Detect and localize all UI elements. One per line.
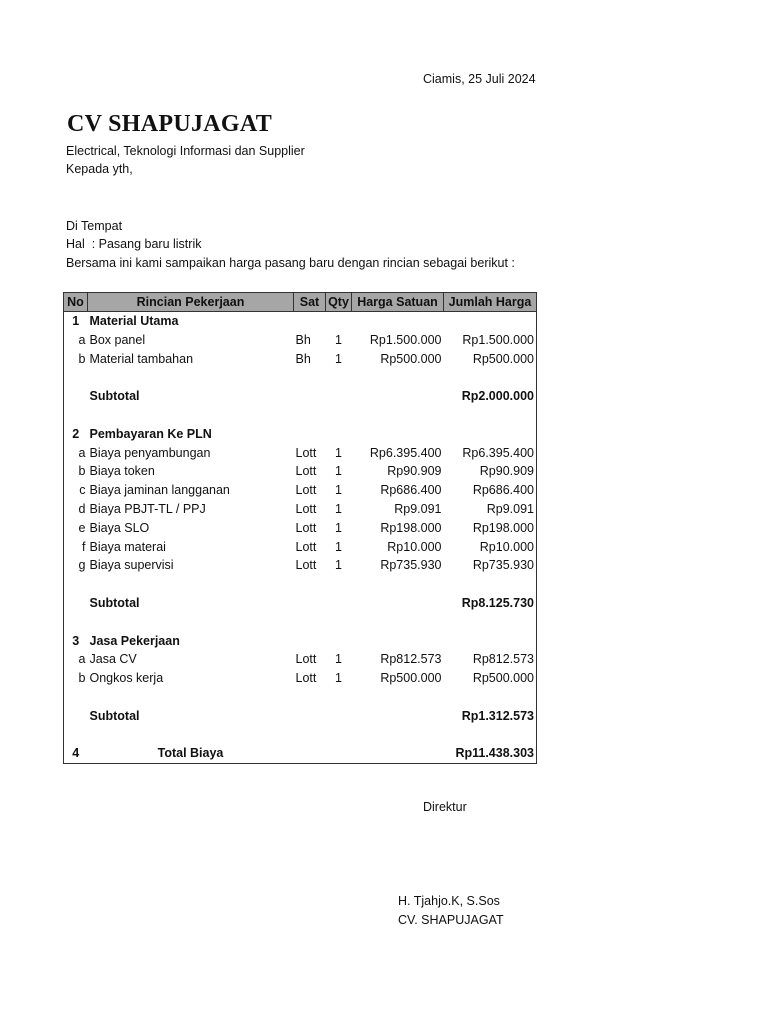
item-unit: Lott (295, 445, 317, 460)
item-unit-price: Rp500.000 (380, 671, 442, 686)
item-total-price: Rp686.400 (472, 483, 534, 498)
item-total-price: Rp500.000 (472, 351, 534, 366)
empty-cell (294, 312, 326, 331)
column-header-total-price: Jumlah Harga (444, 293, 537, 312)
empty-cell (326, 707, 352, 726)
item-total-price: Rp1.500.000 (462, 332, 534, 347)
grand-total-number: 4 (72, 746, 80, 761)
recipient-line: Kepada yth, (66, 162, 133, 176)
subject-line: Hal : Pasang baru listrik (66, 237, 202, 251)
item-letter: a (78, 445, 86, 460)
item-unit: Lott (295, 520, 317, 535)
item-description: Box panel (89, 332, 146, 347)
item-unit-price: Rp6.395.400 (369, 445, 442, 460)
empty-cell (352, 387, 444, 406)
empty-cell (294, 387, 326, 406)
item-total-price: Rp9.091 (486, 501, 534, 516)
spacer-cell (64, 613, 537, 632)
subtotal-row (64, 707, 537, 726)
subtotal-label: Subtotal (89, 389, 140, 404)
empty-cell (444, 425, 537, 444)
quotation-table-body (64, 312, 537, 764)
empty-cell (352, 312, 444, 331)
item-description: Biaya PBJT-TL / PPJ (89, 501, 206, 516)
grand-total-label: Total Biaya (157, 746, 224, 761)
table-row (64, 556, 537, 575)
item-unit: Bh (295, 351, 311, 366)
item-letter: b (78, 671, 86, 686)
item-total-price: Rp500.000 (472, 671, 534, 686)
spacer-row (64, 688, 537, 707)
item-unit-price: Rp10.000 (387, 539, 442, 554)
item-total-price: Rp90.909 (479, 464, 534, 479)
item-letter: a (78, 652, 86, 667)
company-name: CV SHAPUJAGAT (67, 111, 273, 137)
spacer-cell (64, 688, 537, 707)
empty-cell (352, 632, 444, 651)
item-unit-price: Rp500.000 (380, 351, 442, 366)
item-letter: d (78, 501, 86, 516)
table-row (64, 462, 537, 481)
empty-cell (64, 707, 88, 726)
empty-cell (352, 744, 444, 763)
empty-cell (326, 744, 352, 763)
table-row (64, 500, 537, 519)
table-row (64, 538, 537, 557)
table-row (64, 650, 537, 669)
item-total-price: Rp735.930 (472, 558, 534, 573)
signature-title: Direktur (423, 800, 467, 814)
item-letter: e (78, 520, 86, 535)
item-unit: Lott (295, 671, 317, 686)
item-unit: Lott (295, 558, 317, 573)
empty-cell (294, 744, 326, 763)
location-line: Di Tempat (66, 219, 123, 233)
signer-name: H. Tjahjo.K, S.Sos (398, 894, 500, 908)
item-qty: 1 (335, 539, 342, 554)
item-description: Biaya supervisi (89, 558, 174, 573)
company-tagline: Electrical, Teknologi Informasi dan Supplier (66, 144, 305, 158)
spacer-cell (64, 406, 537, 425)
item-unit-price: Rp198.000 (380, 520, 442, 535)
section-title: Pembayaran Ke PLN (89, 426, 212, 441)
item-qty: 1 (335, 671, 342, 686)
table-row (64, 669, 537, 688)
section-title: Material Utama (89, 314, 179, 328)
empty-cell (352, 707, 444, 726)
item-unit-price: Rp1.500.000 (369, 332, 442, 347)
column-header-unit: Sat (294, 293, 326, 312)
grand-total-value: Rp11.438.303 (455, 746, 534, 761)
item-letter: f (82, 539, 86, 554)
item-description: Jasa CV (89, 652, 137, 667)
empty-cell (326, 425, 352, 444)
section-header-row (64, 425, 537, 444)
item-description: Material tambahan (89, 351, 194, 366)
empty-cell (294, 707, 326, 726)
item-qty: 1 (335, 652, 342, 667)
section-header-row (64, 312, 537, 331)
item-unit: Lott (295, 501, 317, 516)
item-description: Biaya materai (89, 539, 166, 554)
column-header-qty: Qty (326, 293, 352, 312)
item-qty: 1 (335, 445, 342, 460)
item-unit-price: Rp9.091 (394, 501, 442, 516)
table-row (64, 350, 537, 369)
item-letter: b (78, 464, 86, 479)
subtotal-label: Subtotal (89, 595, 140, 610)
subtotal-row (64, 387, 537, 406)
subtotal-label: Subtotal (89, 708, 140, 723)
section-header-row (64, 632, 537, 651)
spacer-row (64, 575, 537, 594)
grand-total-row (64, 744, 537, 763)
item-letter: b (78, 351, 86, 366)
section-number: 1 (72, 314, 80, 328)
item-total-price: Rp10.000 (479, 539, 534, 554)
table-row (64, 331, 537, 350)
empty-cell (326, 387, 352, 406)
intro-text: Bersama ini kami sampaikan harga pasang baru dengan rincian sebagai berikut : (66, 256, 515, 270)
spacer-cell (64, 575, 537, 594)
signer-company: CV. SHAPUJAGAT (398, 913, 504, 927)
item-letter: a (78, 332, 86, 347)
table-row (64, 481, 537, 500)
item-unit: Lott (295, 652, 317, 667)
section-number: 2 (72, 426, 80, 441)
table-header-row (64, 293, 537, 312)
item-total-price: Rp6.395.400 (462, 445, 534, 460)
empty-cell (294, 425, 326, 444)
spacer-row (64, 613, 537, 632)
quotation-table (63, 292, 537, 764)
empty-cell (294, 594, 326, 613)
item-qty: 1 (335, 483, 342, 498)
subtotal-value: Rp1.312.573 (461, 708, 534, 723)
empty-cell (64, 594, 88, 613)
empty-cell (294, 632, 326, 651)
item-qty: 1 (335, 501, 342, 516)
empty-cell (64, 387, 88, 406)
item-description: Biaya SLO (89, 520, 150, 535)
item-unit-price: Rp812.573 (380, 652, 442, 667)
item-description: Biaya token (89, 464, 155, 479)
item-qty: 1 (335, 351, 342, 366)
item-unit: Lott (295, 483, 317, 498)
item-unit-price: Rp90.909 (387, 464, 442, 479)
item-description: Biaya penyambungan (89, 445, 211, 460)
empty-cell (444, 632, 537, 651)
section-number: 3 (72, 633, 80, 648)
empty-cell (352, 594, 444, 613)
empty-cell (326, 632, 352, 651)
item-total-price: Rp812.573 (472, 652, 534, 667)
spacer-row (64, 406, 537, 425)
item-letter: c (79, 483, 86, 498)
item-description: Biaya jaminan langganan (89, 483, 230, 498)
item-qty: 1 (335, 558, 342, 573)
spacer-cell (64, 726, 537, 745)
subtotal-value: Rp2.000.000 (461, 389, 534, 404)
place-date: Ciamis, 25 Juli 2024 (423, 72, 536, 86)
column-header-unit-price: Harga Satuan (352, 293, 444, 312)
empty-cell (444, 312, 537, 331)
item-total-price: Rp198.000 (472, 520, 534, 535)
item-unit-price: Rp735.930 (380, 558, 442, 573)
table-row (64, 444, 537, 463)
empty-cell (352, 425, 444, 444)
spacer-row (64, 368, 537, 387)
section-title: Jasa Pekerjaan (89, 633, 180, 648)
empty-cell (326, 594, 352, 613)
item-qty: 1 (335, 332, 342, 347)
item-unit: Lott (295, 464, 317, 479)
item-unit-price: Rp686.400 (380, 483, 442, 498)
column-header-description: Rincian Pekerjaan (88, 293, 294, 312)
item-letter: g (78, 558, 86, 573)
subtotal-value: Rp8.125.730 (461, 595, 534, 610)
item-description: Ongkos kerja (89, 671, 164, 686)
table-row (64, 519, 537, 538)
empty-cell (326, 312, 352, 331)
item-unit: Lott (295, 539, 317, 554)
column-header-no: No (64, 293, 88, 312)
spacer-cell (64, 368, 537, 387)
spacer-row (64, 726, 537, 745)
item-qty: 1 (335, 520, 342, 535)
item-unit: Bh (295, 332, 311, 347)
subtotal-row (64, 594, 537, 613)
item-qty: 1 (335, 464, 342, 479)
